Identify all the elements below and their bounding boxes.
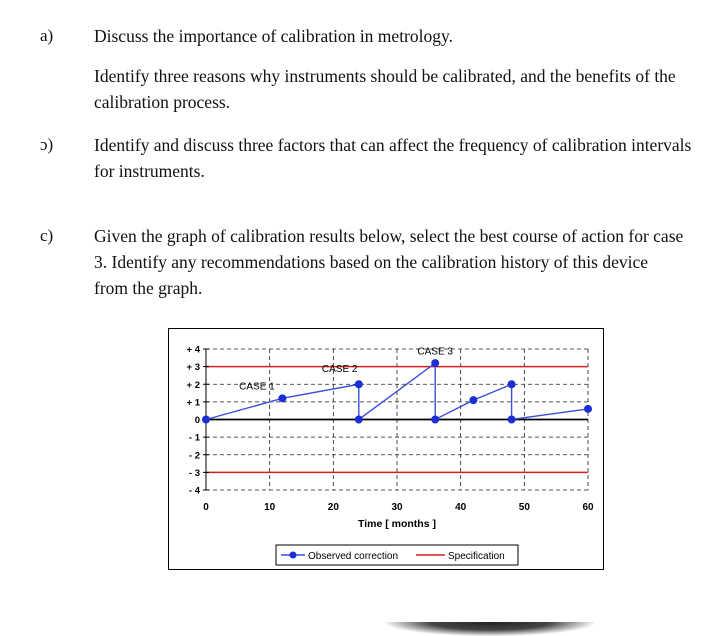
data-point [508,416,516,424]
data-point [431,416,439,424]
y-tick-label: - 3 [188,467,200,479]
case-annotation: CASE 3 [417,346,453,358]
x-tick-label: 60 [582,502,594,513]
chart-canvas [169,329,602,568]
data-point [508,380,516,388]
x-tick-label: 20 [327,502,339,513]
data-point [278,394,286,402]
legend-observed-marker [290,552,297,559]
data-point [355,416,363,424]
data-point [202,416,210,424]
question-b-text: Identify and discuss three factors that can affect the frequency of calibration intervals for instruments. [94,135,692,181]
question-c-label: c) [40,226,54,245]
y-tick-label: - 4 [188,485,200,497]
x-tick-label: 0 [203,502,209,513]
data-point [584,405,592,413]
y-tick-label: + 2 [186,379,200,391]
y-tick-label: + 3 [186,362,200,374]
x-tick-label: 40 [455,502,467,513]
y-tick-label: - 2 [188,450,200,462]
x-tick-label: 50 [518,502,530,513]
question-a-line1: Discuss the importance of calibration in metrology. [94,26,453,46]
question-a-label: a) [40,26,54,45]
case-annotation: CASE 1 [239,381,275,393]
y-tick-label: + 4 [186,344,200,356]
legend-spec-label: Specification [448,551,505,562]
x-axis-title: Time [ months ] [358,518,436,530]
y-tick-label: 0 [194,415,200,426]
question-b-label: ɔ) [40,135,54,154]
x-tick-label: 10 [264,502,276,513]
data-point [355,380,363,388]
page-bottom-shadow [385,622,595,636]
x-tick-label: 30 [391,502,403,513]
question-c-text: Given the graph of calibration results below, select the best course of action for case 3. Identify any recommendations based on the calibration history of this device from the graph. [94,226,684,298]
data-point [469,396,477,404]
legend-observed-label: Observed correction [308,551,399,562]
y-tick-label: + 1 [186,397,200,409]
data-point [431,359,439,367]
y-tick-label: - 1 [188,432,200,444]
case-annotation: CASE 2 [321,363,358,375]
calibration-chart [168,328,604,570]
question-a-line2: Identify three reasons why instruments should be calibrated, and the benefits of the calibration process. [94,66,676,112]
